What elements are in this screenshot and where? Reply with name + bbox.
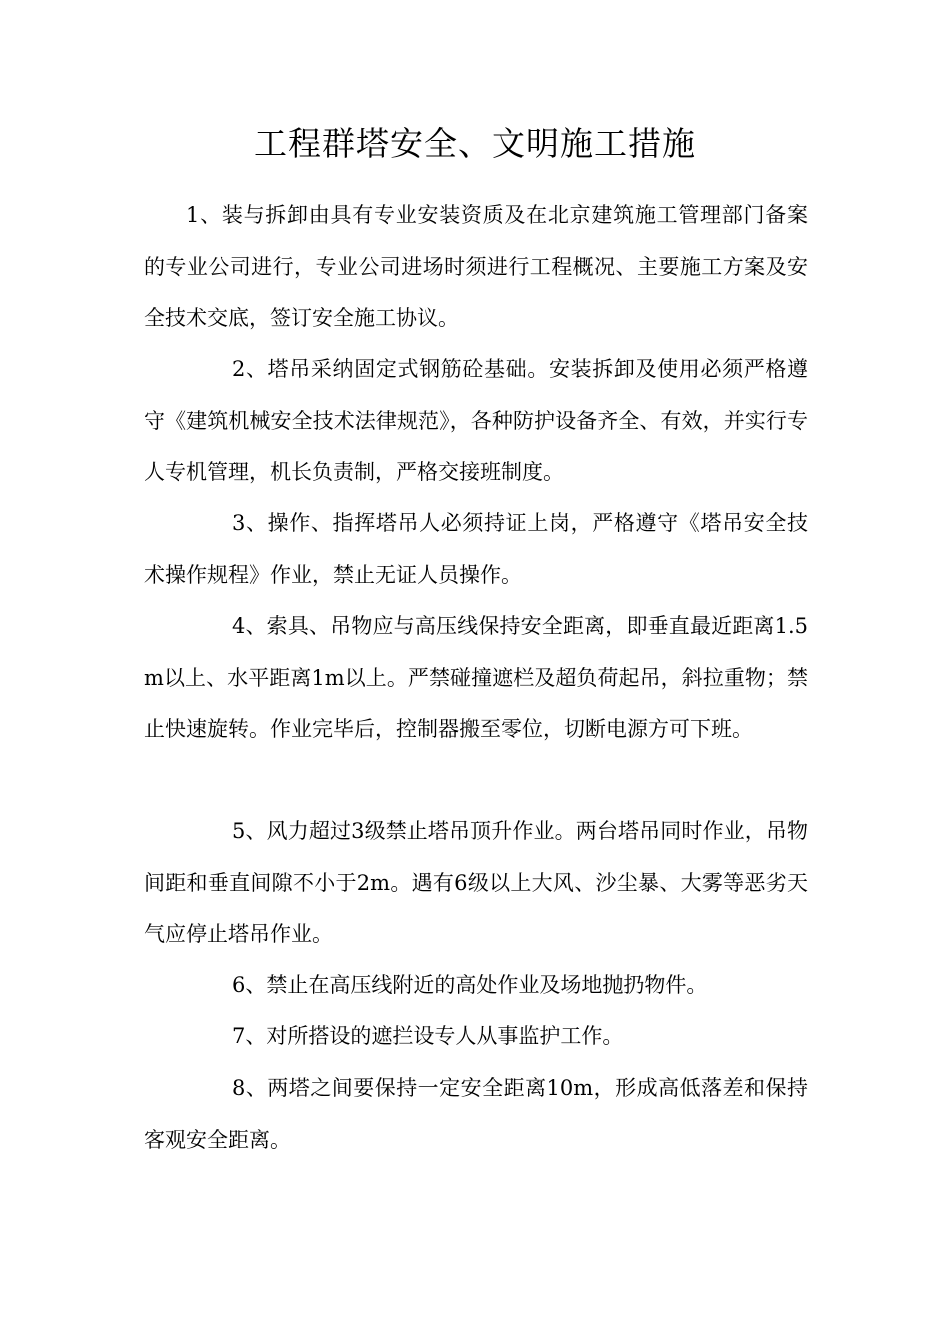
paragraph-7: 7、对所搭设的遮拦设专人从事监护工作。 bbox=[232, 1024, 624, 1048]
paragraph-3: 3、操作、指挥塔吊人必须持证上岗，严格遵守《塔吊安全技术操作规程》作业，禁止无证人员操作。 bbox=[144, 511, 808, 587]
paragraph-2: 2、塔吊采纳固定式钢筋砼基础。安装拆卸及使用必须严格遵守《建筑机械安全技术法律规范》，各种防护设备齐全、有效，并实行专人专机管理，机长负责制，严格交接班制度。 bbox=[144, 357, 808, 484]
paragraph-4: 4、索具、吊物应与高压线保持安全距离，即垂直最近距离1.5m以上、水平距离1m以上。严禁碰撞遮栏及超负荷起吊，斜拉重物；禁止快速旋转。作业完毕后，控制器搬至零位，切断电源方可下班。 bbox=[144, 614, 808, 741]
paragraph-5: 5、风力超过3级禁止塔吊顶升作业。两台塔吊同时作业，吊物间距和垂直间隙不小于2m。遇有6级以上大风、沙尘暴、大雾等恶劣天气应停止塔吊作业。 bbox=[144, 819, 808, 946]
paragraph-1: 1、装与拆卸由具有专业安装资质及在北京建筑施工管理部门备案的专业公司进行，专业公司进场时须进行工程概况、主要施工方案及安全技术交底，签订安全施工协议。 bbox=[144, 203, 808, 330]
paragraph-8: 8、两塔之间要保持一定安全距离10m，形成高低落差和保持客观安全距离。 bbox=[144, 1076, 808, 1152]
paragraph-6: 6、禁止在高压线附近的高处作业及场地抛扔物件。 bbox=[232, 973, 708, 997]
document-title: 工程群塔安全、文明施工措施 bbox=[254, 124, 696, 163]
